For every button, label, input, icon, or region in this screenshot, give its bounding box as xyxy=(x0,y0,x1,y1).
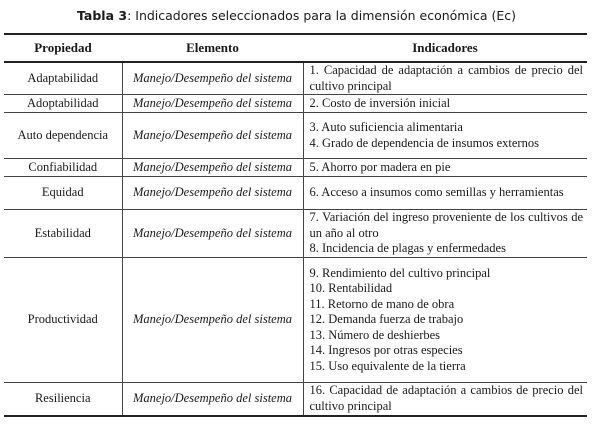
table-row xyxy=(4,62,587,95)
indicator-item: 4. Grado de dependencia de insumos externos xyxy=(309,135,539,150)
cell-propiedad: Resiliencia xyxy=(4,383,122,416)
indicator-item: 12. Demanda fuerza de trabajo xyxy=(309,312,464,327)
table-caption xyxy=(0,8,593,23)
cell-elemento: Manejo/Desempeño del sistema xyxy=(122,113,303,159)
indicator-item: 10. Rentabilidad xyxy=(309,281,393,296)
cell-indicadores xyxy=(303,113,587,159)
table-row xyxy=(4,95,587,113)
indicator-item: 5. Ahorro por madera en pie xyxy=(309,159,451,174)
cell-propiedad: Adaptabilidad xyxy=(4,62,122,95)
indicator-item: 13. Número de deshierbes xyxy=(309,327,441,342)
cell-propiedad: Adoptabilidad xyxy=(4,95,122,113)
cell-elemento: Manejo/Desempeño del sistema xyxy=(122,62,303,95)
table-row xyxy=(4,113,587,159)
cell-indicadores xyxy=(303,177,587,210)
cell-indicadores xyxy=(303,210,587,258)
table-body xyxy=(4,62,587,416)
cell-propiedad: Productividad xyxy=(4,258,122,383)
cell-indicadores xyxy=(303,62,587,95)
indicator-item: 15. Uso equivalente de la tierra xyxy=(309,358,466,373)
caption-text: : Indicadores seleccionados para la dimensión económica (Ec) xyxy=(127,8,516,23)
header-propiedad: Propiedad xyxy=(4,34,122,62)
indicator-item: 16. Capacidad de adaptación a cambios de precio del cultivo principal xyxy=(309,383,583,413)
indicator-item: 14. Ingresos por otras especies xyxy=(309,343,463,358)
caption-label: Tabla 3 xyxy=(77,8,128,23)
indicator-item: 9. Rendimiento del cultivo principal xyxy=(309,265,491,280)
indicator-item: 6. Acceso a insumos como semillas y herramientas xyxy=(309,185,564,200)
table-row xyxy=(4,177,587,210)
cell-indicadores xyxy=(303,383,587,416)
cell-indicadores xyxy=(303,258,587,383)
table-row xyxy=(4,258,587,383)
cell-elemento: Manejo/Desempeño del sistema xyxy=(122,383,303,416)
cell-elemento: Manejo/Desempeño del sistema xyxy=(122,159,303,177)
indicator-item: 7. Variación del ingreso proveniente de los cultivos de un año al otro xyxy=(309,210,583,240)
indicator-item: 11. Retorno de mano de obra xyxy=(309,296,455,311)
header-elemento: Elemento xyxy=(122,34,303,62)
indicator-item: 1. Capacidad de adaptación a cambios de precio del cultivo principal xyxy=(309,63,583,93)
cell-indicadores xyxy=(303,95,587,113)
header-indicadores: Indicadores xyxy=(303,34,587,62)
indicator-item: 2. Costo de inversión inicial xyxy=(309,95,451,110)
cell-elemento: Manejo/Desempeño del sistema xyxy=(122,258,303,383)
cell-indicadores xyxy=(303,159,587,177)
table-row xyxy=(4,383,587,416)
cell-propiedad: Estabilidad xyxy=(4,210,122,258)
indicators-table xyxy=(4,33,587,417)
cell-elemento: Manejo/Desempeño del sistema xyxy=(122,210,303,258)
indicator-item: 8. Incidencia de plagas y enfermedades xyxy=(309,241,506,256)
cell-elemento: Manejo/Desempeño del sistema xyxy=(122,95,303,113)
indicator-item: 3. Auto suficiencia alimentaria xyxy=(309,120,463,134)
cell-propiedad: Equidad xyxy=(4,177,122,210)
table-row xyxy=(4,210,587,258)
table-row xyxy=(4,159,587,177)
cell-elemento: Manejo/Desempeño del sistema xyxy=(122,177,303,210)
cell-propiedad: Auto dependencia xyxy=(4,113,122,159)
header-row xyxy=(4,34,587,62)
cell-propiedad: Confiabilidad xyxy=(4,159,122,177)
